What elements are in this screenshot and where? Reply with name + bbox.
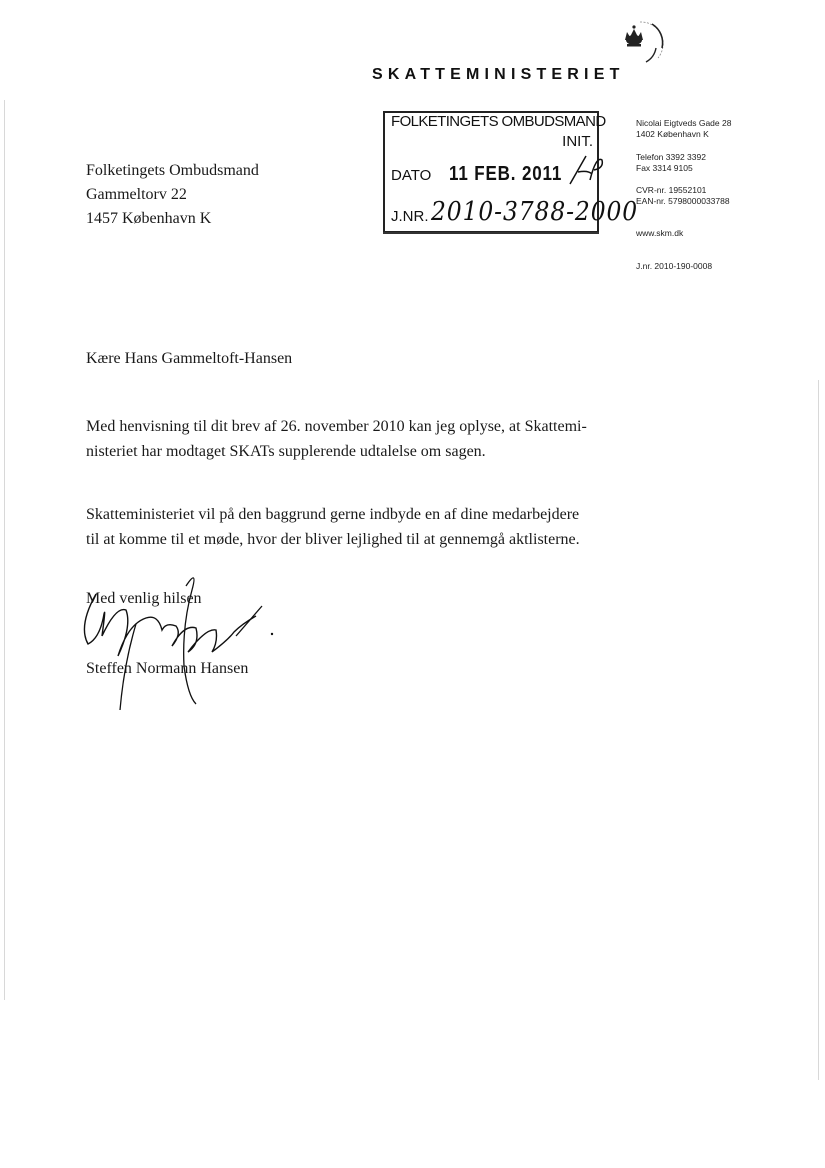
sender-journal-number: J.nr. 2010-190-0008 [636, 261, 713, 271]
paragraph-2-line-1: Skatteministeriet vil på den baggrund gerne indbyde en af dine medarbejdere [86, 506, 580, 523]
paragraph-2-line-2: til at komme til et møde, hvor der bliver lejlighed til at gennemgå aktlisterne. [86, 531, 580, 548]
crown-icon [612, 18, 668, 66]
sender-fax: Fax 3314 9105 [636, 163, 693, 173]
stamp-init-label: INIT. [562, 133, 593, 150]
scan-edge-left [4, 100, 5, 1000]
recipient-name: Folketingets Ombudsmand [86, 162, 259, 179]
paragraph-2 [86, 502, 606, 552]
signature-icon [66, 566, 286, 712]
salutation: Kære Hans Gammeltoft-Hansen [86, 350, 293, 367]
sender-website: www.skm.dk [636, 228, 684, 238]
stamp-underline [383, 232, 599, 234]
sender-address-line2: 1402 København K [636, 129, 709, 139]
scan-edge-right [818, 380, 819, 1080]
sender-cvr: CVR-nr. 19552101 [636, 185, 707, 195]
recipient-city: 1457 København K [86, 210, 212, 227]
closing: Med venlig hilsen [86, 590, 202, 607]
sender-address-line1: Nicolai Eigtveds Gade 28 [636, 118, 732, 128]
stamp-date: 11 FEB. 2011 [449, 163, 563, 185]
stamp-dato-label: DATO [391, 167, 432, 184]
paragraph-1 [86, 414, 606, 464]
recipient-street: Gammeltorv 22 [86, 186, 187, 203]
stamp-office: FOLKETINGETS OMBUDSMAND [391, 113, 606, 130]
sender-phone: Telefon 3392 3392 [636, 152, 706, 162]
sender-ean: EAN-nr. 5798000033788 [636, 196, 730, 206]
handwritten-initials-icon [566, 150, 606, 188]
paragraph-1-line-1: Med henvisning til dit brev af 26. november 2010 kan jeg oplyse, at Skattemi- [86, 418, 587, 435]
stamp-jnr-label: J.NR. [391, 208, 429, 225]
paragraph-1-line-2: nisteriet har modtaget SKATs supplerende udtalelse om sagen. [86, 443, 486, 460]
organization-wordmark: SKATTEMINISTERIET [372, 66, 625, 83]
signatory-name: Steffen Normann Hansen [86, 660, 249, 677]
stamp-jnr-value: 2010-3788-2000 [431, 197, 639, 227]
